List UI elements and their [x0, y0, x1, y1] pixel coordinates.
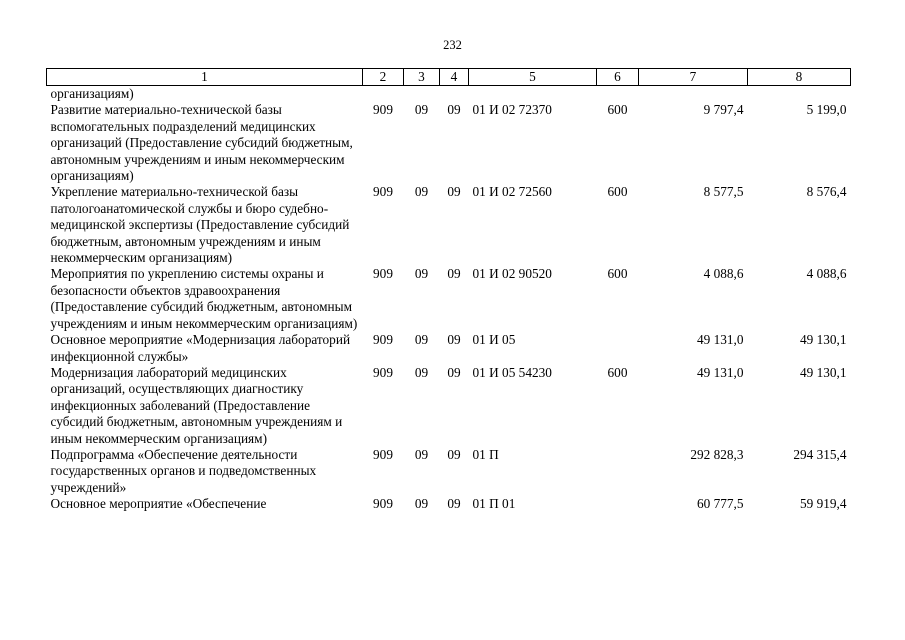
row-csr: 01 И 05 54230 — [472, 364, 552, 380]
row-csr: 01 И 02 72560 — [472, 184, 552, 200]
table-row — [47, 102, 851, 184]
table-row — [47, 365, 851, 447]
table-body — [47, 86, 851, 513]
budget-table — [46, 68, 851, 513]
row-pr — [440, 86, 469, 103]
row-rz: 09 — [414, 332, 429, 348]
row-vr — [597, 332, 639, 365]
row-rz: 09 — [414, 184, 429, 200]
row-sum-1: 8 577,5 — [703, 184, 744, 200]
table-row — [47, 332, 851, 365]
row-sum-2: 4 088,6 — [806, 266, 847, 282]
row-rz: 09 — [414, 446, 429, 462]
row-pr: 09 — [447, 266, 461, 282]
row-pr: 09 — [447, 496, 461, 512]
row-name: Укрепление материально-технической базы патологоанатомической службы и бюро судебно-медицинской экспертизы (Предоставление субсидий бюджетным, автономным учреждениям и иным некоммерческим организациям) — [50, 184, 350, 266]
row-vr — [597, 86, 639, 103]
row-csr: 01 П 01 — [472, 496, 516, 512]
row-rz: 09 — [414, 364, 429, 380]
row-pr: 09 — [447, 102, 461, 118]
row-name: Основное мероприятие «Модернизация лабораторий инфекционной службы» — [50, 332, 351, 364]
page-number: 232 — [443, 38, 462, 52]
table-row — [47, 86, 851, 103]
row-vr — [597, 496, 639, 512]
row-ved: 909 — [373, 332, 393, 348]
row-csr: 01 И 02 90520 — [472, 266, 552, 282]
table-row — [47, 447, 851, 496]
row-ved: 909 — [373, 446, 393, 462]
row-vr: 600 — [607, 184, 628, 200]
row-sum-2: 59 919,4 — [799, 496, 847, 512]
header-col-5: 5 — [469, 69, 597, 86]
header-row — [47, 69, 851, 86]
row-vr — [597, 447, 639, 496]
row-pr: 09 — [447, 446, 461, 462]
row-pr: 09 — [447, 184, 461, 200]
row-sum-2: 5 199,0 — [806, 102, 847, 118]
header-col-7: 7 — [639, 69, 748, 86]
row-rz: 09 — [414, 496, 429, 512]
header-col-8: 8 — [748, 69, 851, 86]
header-col-2: 2 — [363, 69, 404, 86]
row-vr: 600 — [607, 266, 628, 282]
row-ved: 909 — [373, 266, 393, 282]
row-sum-1: 49 131,0 — [696, 332, 744, 348]
row-name: организациям) — [50, 86, 134, 101]
row-csr: 01 И 02 72370 — [472, 102, 552, 118]
row-sum-1 — [639, 86, 748, 103]
row-rz: 09 — [414, 102, 429, 118]
row-sum-1: 49 131,0 — [696, 364, 744, 380]
row-name: Основное мероприятие «Обеспечение — [50, 496, 267, 512]
row-csr: 01 И 05 — [472, 332, 516, 348]
row-sum-1: 60 777,5 — [696, 496, 744, 512]
table-row — [47, 266, 851, 332]
table-row — [47, 184, 851, 266]
row-sum-2: 294 315,4 — [793, 446, 847, 462]
table-row — [47, 496, 851, 512]
row-ved: 909 — [373, 496, 393, 512]
row-sum-1: 292 828,3 — [690, 446, 744, 462]
row-rz — [404, 86, 440, 103]
row-sum-2: 49 130,1 — [799, 364, 847, 380]
row-sum-1: 9 797,4 — [703, 102, 744, 118]
row-name: Развитие материально-технической базы вспомогательных подразделений медицинских организаций (Предоставление субсидий бюджетным, автономным учреждениям и иным некоммерческим организациям) — [50, 102, 353, 184]
row-name: Подпрограмма «Обеспечение деятельности государственных органов и подведомственных учреждений» — [50, 446, 317, 495]
row-ved: 909 — [373, 364, 393, 380]
row-rz: 09 — [414, 266, 429, 282]
row-name: Модернизация лабораторий медицинских организаций, осуществляющих диагностику инфекционных заболеваний (Предоставление субсидий бюджетным, автономным учреждениям и иным некоммерческим организациям) — [50, 364, 343, 446]
header-col-1: 1 — [47, 69, 363, 86]
row-csr: 01 П — [472, 446, 499, 462]
row-ved: 909 — [373, 184, 393, 200]
header-col-4: 4 — [440, 69, 469, 86]
row-pr: 09 — [447, 364, 461, 380]
row-sum-2: 8 576,4 — [806, 184, 847, 200]
row-vr: 600 — [607, 102, 628, 118]
row-sum-2: 49 130,1 — [799, 332, 847, 348]
row-vr: 600 — [607, 364, 628, 380]
row-ved — [363, 86, 404, 103]
row-sum-2 — [748, 86, 851, 103]
row-csr — [469, 86, 597, 103]
table-header — [47, 69, 851, 86]
row-pr: 09 — [447, 332, 461, 348]
row-sum-1: 4 088,6 — [703, 266, 744, 282]
header-col-6: 6 — [597, 69, 639, 86]
row-name: Мероприятия по укреплению системы охраны и безопасности объектов здравоохранения (Предоставление субсидий бюджетным, автономным учреждениям и иным некоммерческим организациям) — [50, 266, 358, 331]
row-ved: 909 — [373, 102, 393, 118]
header-col-3: 3 — [404, 69, 440, 86]
